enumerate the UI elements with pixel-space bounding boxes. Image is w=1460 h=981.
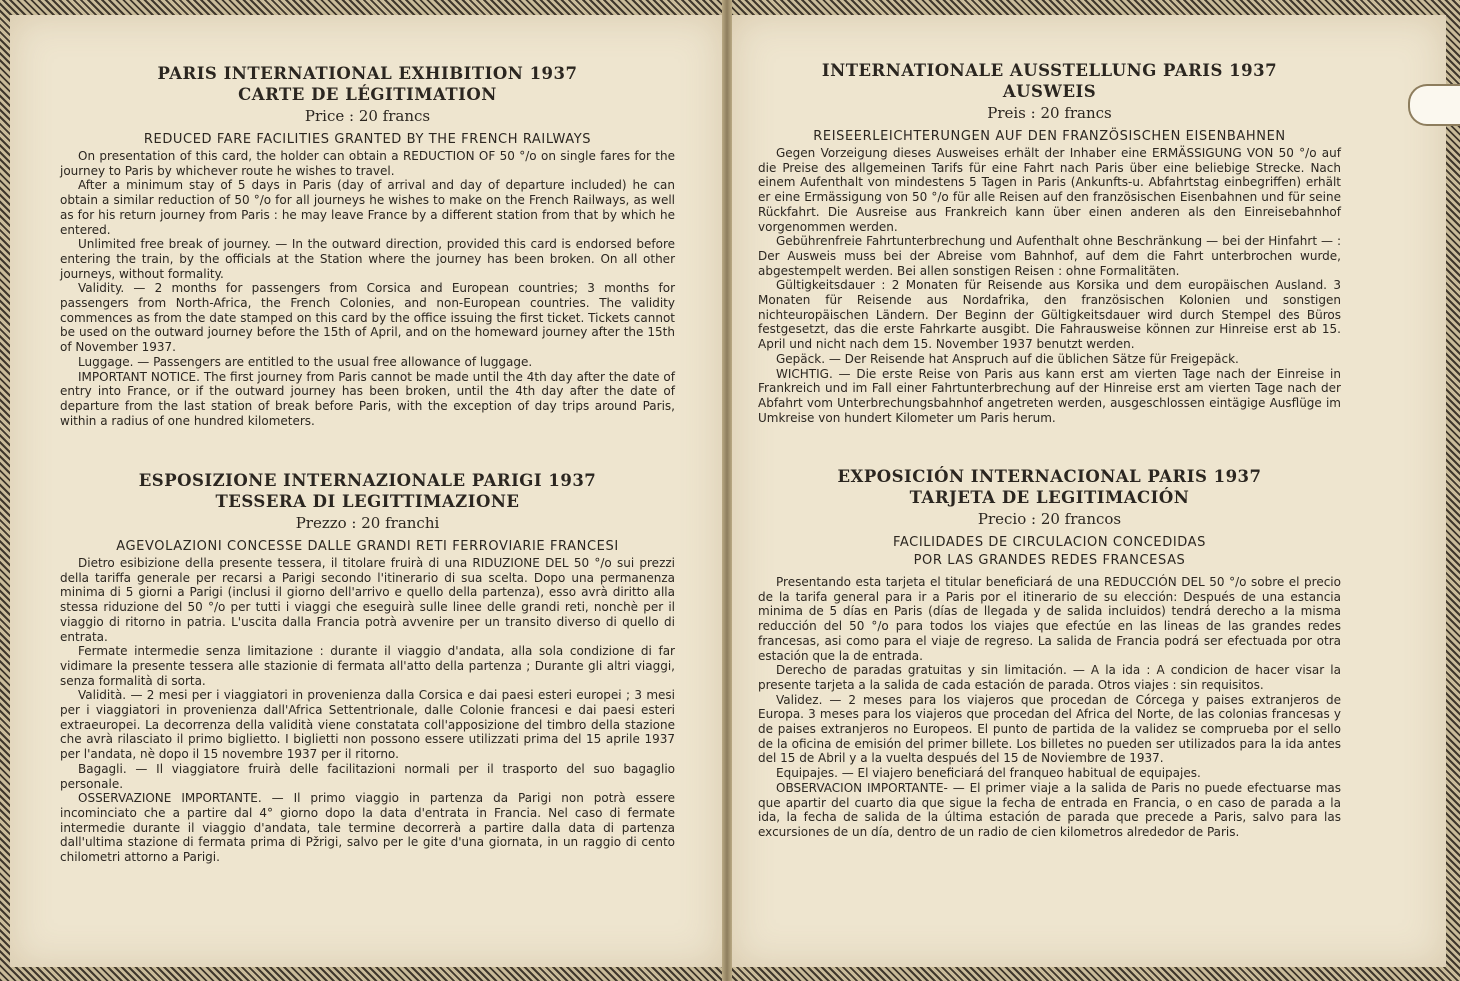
spanish-title-line-2: TARJETA DE LEGITIMACIÓN: [909, 488, 1190, 507]
german-title-line-2: AUSWEIS: [1002, 82, 1097, 101]
card-slot-notch: [1408, 84, 1460, 126]
italian-paragraph-3: Validità. — 2 mesi per i viaggiatori in provenienza dalla Corsica e dai paesi esteri europei ; 3 mesi per i viaggiatori in provenienza dall'Africa Settentrionale, dalle Colonie francesi e dai paesi esteri extraeuropei. La decorrenza della validità viene constatata coll'apposizione del timbro della stazione che avrà rilasciato il primo biglietto. I biglietti non possono essere utilizzati prima del 15 aprile 1937 per l'andata, nè dopo il 15 novembre 1937 per il ritorno.: [60, 688, 675, 762]
center-fold: [722, 0, 732, 981]
italian-body: [60, 556, 675, 865]
italian-paragraph-4: Bagagli. — Il viaggiatore fruirà delle facilitazioni normali per il trasporto del suo bagaglio personale.: [60, 761, 675, 791]
italian-price: Prezzo : 20 franchi: [295, 514, 440, 532]
italian-section: [60, 470, 675, 865]
english-paragraph-4: Validity. — 2 months for passengers from Corsica and European countries; 3 months for passengers from North-Africa, the French Colonies, and non-European countries. The validity commences as from the date stamped on this card by the office issuing the first ticket. Tickets cannot be used on the outward journey before the 15th of April, and on the homeward journey after the 15th of November 1937.: [60, 281, 675, 355]
english-paragraph-5: Luggage. — Passengers are entitled to the usual free allowance of luggage.: [78, 354, 533, 369]
spanish-section: [758, 466, 1341, 840]
german-paragraph-4: Gepäck. — Der Reisende hat Anspruch auf die üblichen Sätze für Freigepäck.: [776, 351, 1239, 366]
spanish-title-line-1: EXPOSICIÓN INTERNACIONAL PARIS 1937: [837, 467, 1262, 486]
spanish-paragraph-4: Equipajes. — El viajero beneficiará del franqueo habitual de equipajes.: [776, 766, 1201, 781]
english-paragraph-3: Unlimited free break of journey. — In the outward direction, provided this card is endorsed before entering the train, by the officials at the Station where the journey has been broken. On all other journeys, without formality.: [60, 237, 675, 281]
german-body: [758, 146, 1341, 425]
english-paragraph-2: After a minimum stay of 5 days in Paris (day of arrival and day of departure included) he can obtain a similar reduction of 50 °/o for all journeys he wishes to make on the French Railways, as well as for his return journey from Paris : he may leave France by a different station from that by which he entered.: [60, 178, 675, 237]
italian-paragraph-5: OSSERVAZIONE IMPORTANTE. — Il primo viaggio in partenza da Parigi non potrà essere incominciato che a partire dal 4° giorno dopo la data d'entrata in Francia. Nel caso di fermate intermedie durante il viaggio d'andata, tale termine decorrerà a partire dalla data di partenza dall'ultima stazione di fermata prima di Pžrigi, salvo per le gite d'una giornata, in un raggio di cento chilometri attorno a Parigi.: [60, 791, 675, 865]
german-paragraph-5: WICHTIG. — Die erste Reise von Paris aus kann erst am vierten Tage nach der Einreise in Frankreich und im Fall einer Fahrtunterbrechung auf der Hinreise erst am vierten Tage nach der Abfahrt vom Unterbrechungsbahnhof angetreten werden, ausgeschlossen eintägige Ausflüge im Umkreise von hundert Kilometer um Paris herum.: [758, 366, 1341, 425]
german-heading: REISEERLEICHTERUNGEN AUF DEN FRANZÖSISCHEN EISENBAHNEN: [813, 129, 1286, 144]
german-section: [758, 60, 1341, 425]
english-price: Price : 20 francs: [304, 107, 431, 125]
english-body: [60, 149, 675, 428]
spanish-heading-line-2: POR LAS GRANDES REDES FRANCESAS: [913, 553, 1186, 568]
english-paragraph-6: IMPORTANT NOTICE. The first journey from Paris cannot be made until the 4th day after the date of entry into France, or if the outward journey has been broken, until the 4th day after the date of departure from the last station of break before Paris, with the exception of day trips around Paris, within a radius of one hundred kilometers.: [60, 369, 675, 428]
german-paragraph-2: Gebührenfreie Fahrtunterbrechung und Aufenthalt ohne Beschränkung — bei der Hinfahrt — : Der Ausweis muss bei der Abreise vom Bahnhof, auf dem die Fahrt unterbrochen wurde, abgestempelt werden. Bei allen sonstigen Reisen : ohne Formalitäten.: [758, 234, 1341, 278]
german-title-line-1: INTERNATIONALE AUSSTELLUNG PARIS 1937: [821, 61, 1278, 80]
english-title-line-1: PARIS INTERNATIONAL EXHIBITION 1937: [157, 64, 578, 83]
english-paragraph-1: On presentation of this card, the holder can obtain a REDUCTION OF 50 °/o on single fares for the journey to Paris by whichever route he wishes to travel.: [60, 149, 675, 178]
spanish-paragraph-1: Presentando esta tarjeta el titular beneficiará de una REDUCCIÓN DEL 50 °/o sobre el precio de la tarifa general para ir a Paris por el itinerario de su elección: Después de una estancia minima de 5 días en Paris (días de llegada y de salida incluidos) tendrá derecho a la misma reducción del 50 °/o para todos los viajes que efectúe en las lineas de las grandes redes francesas, asi como para el viaje de regreso. La salida de Francia podrá ser efectuada por otra estación que la de entrada.: [758, 575, 1341, 663]
italian-paragraph-2: Fermate intermedie senza limitazione : durante il viaggio d'andata, alla sola condizione di far vidimare la presente tessera alle stazionie di fermata all'atto della partenza ; Durante gli altri viaggi, senza formalità di sorta.: [60, 644, 675, 688]
spanish-paragraph-2: Derecho de paradas gratuitas y sin limitación. — A la ida : A condicion de hacer visar la presente tarjeta a la salida de cada estación de parada. Otros viajes : sin requisitos.: [758, 663, 1341, 692]
spanish-paragraph-3: Validez. — 2 meses para los viajeros que procedan de Córcega y paises extranjeros de Europa. 3 meses para los viajeros que procedan del Africa del Norte, de las colonias francesas y de paises extranjeros no Europeos. El punto de partida de la validez se comprueba por el sello de la oficina de emisión del primer billete. Los billetes no pueden ser utilizados para la ida antes del 15 de Abril y a la vuelta después del 15 de Noviembre de 1937.: [758, 692, 1341, 766]
italian-heading: AGEVOLAZIONI CONCESSE DALLE GRANDI RETI FERROVIARIE FRANCESI: [116, 539, 619, 554]
spanish-price: Precio : 20 francos: [977, 510, 1122, 528]
german-paragraph-3: Gültigkeitsdauer : 2 Monaten für Reisende aus Korsika und dem europäischen Ausland. 3 Monaten für Reisende aus Nordafrika, den französischen Kolonien und sonstigen nichteuropäischen Ländern. Der Beginn der Gültigkeitsdauer wird durch Stempel des Büros festgesetzt, das die erste Fahrkarte ausgibt. Die Fahrausweise können zur Hinreise erst ab 15. April und nicht nach dem 15. November 1937 benutzt werden.: [758, 278, 1341, 352]
italian-title-line-1: ESPOSIZIONE INTERNAZIONALE PARIGI 1937: [138, 471, 597, 490]
italian-paragraph-1: Dietro esibizione della presente tessera, il titolare fruirà di una RIDUZIONE DEL 50 °/o sui prezzi della tariffa generale per recarsi a Parigi secondo l'itinerario di sua scelta. Dopo una permanenza minima di 5 giorni a Parigi (inclusi il giorno dell'arrivo e quello della partenza), esso avrà diritto alla stessa riduzione del 50 °/o per tutti i viaggi che eseguirà sulle linee delle grandi reti, nonchè per il viaggio di ritorno in patria. L'uscita dalla Francia potrà avvenire per un transito diverso di quello di entrata.: [60, 556, 675, 644]
german-price: Preis : 20 francs: [987, 104, 1112, 122]
spanish-heading-line-1: FACILIDADES DE CIRCULACION CONCEDIDAS: [893, 535, 1206, 550]
english-section: [60, 63, 675, 428]
english-title-line-2: CARTE DE LÉGITIMATION: [238, 85, 497, 104]
italian-title-line-2: TESSERA DI LEGITTIMAZIONE: [215, 492, 520, 511]
english-heading: REDUCED FARE FACILITIES GRANTED BY THE FRENCH RAILWAYS: [143, 132, 592, 147]
german-paragraph-1: Gegen Vorzeigung dieses Ausweises erhält der Inhaber eine ERMÄSSIGUNG VON 50 °/o auf die Preise des allgemeinen Tarifs für eine Fahrt nach Paris über eine beliebige Strecke. Nach einem Aufenthalt von mindestens 5 Tagen in Paris (Ankunfts-u. Abfahrtstag einbegriffen) erhält er eine Ermässigung von 50 °/o für alle Reisen auf den französischen Eisenbahnen und für seine Rückfahrt. Die Ausreise aus Frankreich kann über einen anderen als den Einreisebahnhof vorgenommen werden.: [758, 146, 1341, 234]
spanish-body: [758, 575, 1341, 840]
spanish-paragraph-5: OBSERVACION IMPORTANTE- — El primer viaje a la salida de Paris no puede efectuarse mas que apartir del cuarto dia que sigue la fecha de entrada en Francia, o en caso de parada a la ida, la fecha de salida de la última estación de parada que precede a Paris, salvo para las excursiones de un día, dentro de un radio de cien kilometros alrededor de Paris.: [758, 780, 1341, 839]
